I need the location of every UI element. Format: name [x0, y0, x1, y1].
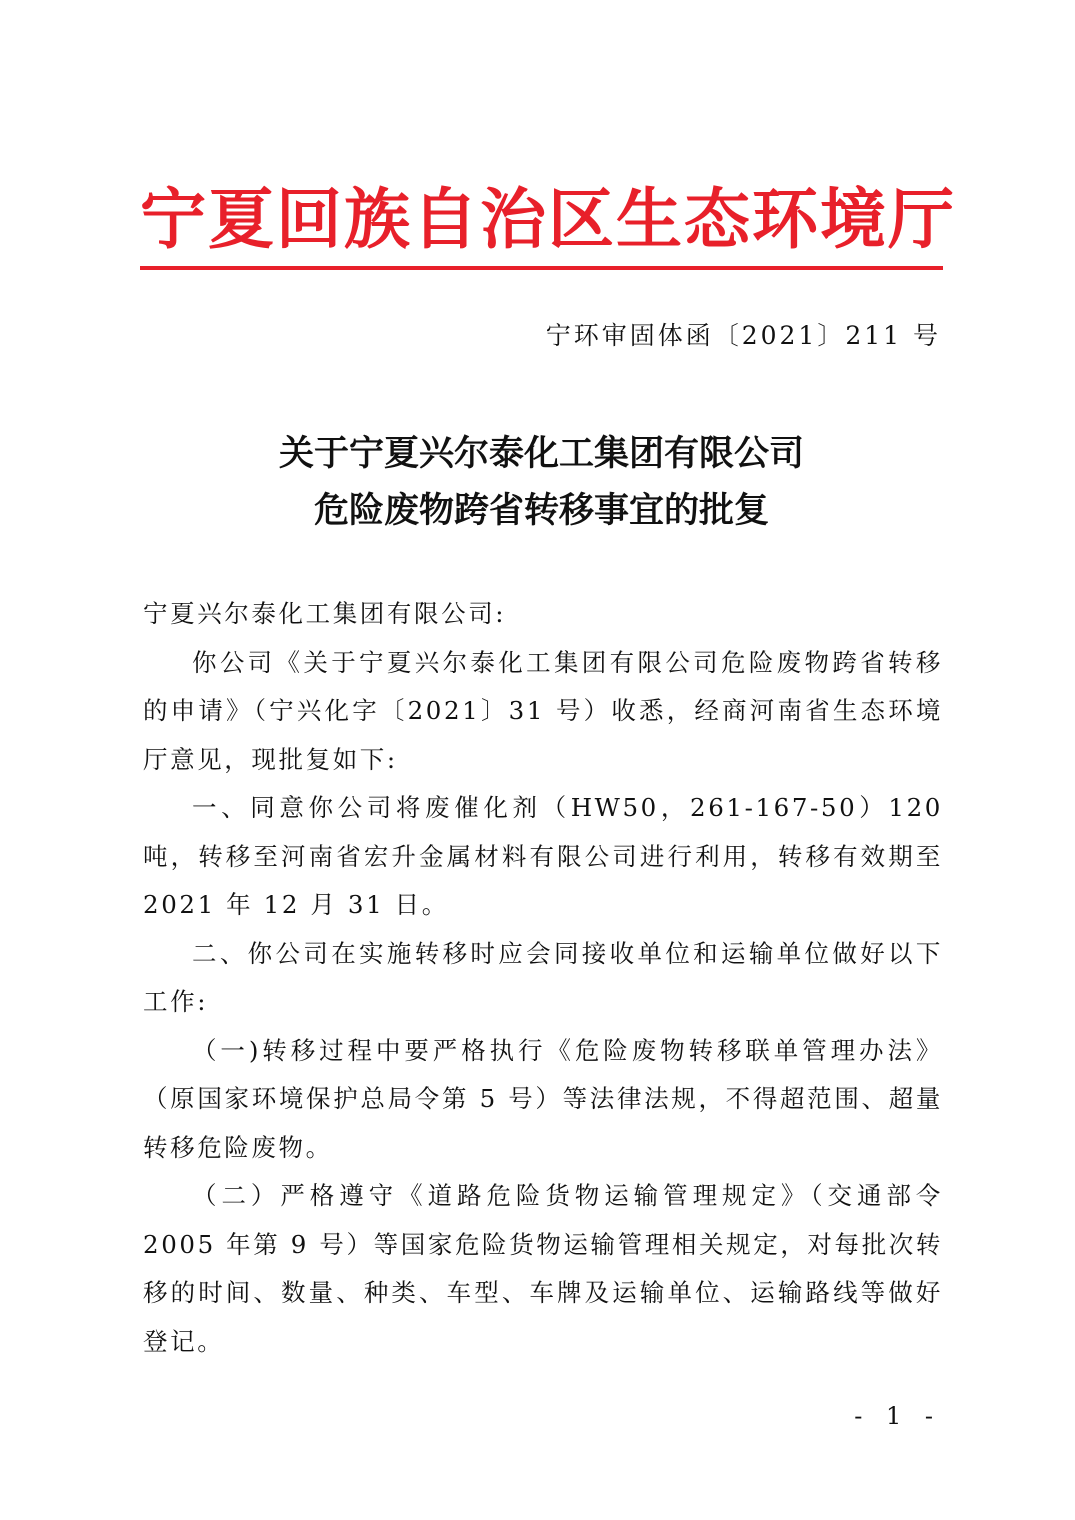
- document-number: 宁环审固体函〔2021〕211 号: [545, 321, 941, 350]
- document-title-line-2: 危险废物跨省转移事宜的批复: [313, 491, 769, 531]
- document-title: [140, 426, 943, 540]
- body-paragraph: （一)转移过程中要严格执行《危险废物转移联单管理办法》（原国家环境保护总局令第 5 号）等法律法规，不得超范围、超量转移危险废物。: [143, 1035, 943, 1162]
- document-title-line-1: 关于宁夏兴尔泰化工集团有限公司: [278, 434, 804, 474]
- body-paragraph: 二、你公司在实施转移时应会同接收单位和运输单位做好以下工作:: [143, 938, 943, 1016]
- document-body: [143, 590, 943, 1366]
- letterhead-organization: 宁夏回族自治区生态环境厅: [140, 181, 956, 258]
- letterhead-rule-line: [140, 266, 943, 270]
- body-paragraph: 一、同意你公司将废催化剂（HW50，261-167-50）120 吨，转移至河南省宏升金属材料有限公司进行利用，转移有效期至 2021 年 12 月 31 日。: [143, 793, 943, 919]
- body-paragraph: （二）严格遵守《道路危险货物运输管理规定》（交通部令 2005 年第 9 号）等国家危险货物运输管理相关规定，对每批次转移的时间、数量、种类、车型、车牌及运输单位、运输路线等做好登记。: [143, 1181, 943, 1356]
- letterhead-rule: [140, 266, 943, 270]
- page-number: - 1 -: [854, 1402, 941, 1430]
- salutation: 宁夏兴尔泰化工集团有限公司:: [143, 599, 507, 628]
- body-paragraph: 你公司《关于宁夏兴尔泰化工集团有限公司危险废物跨省转移的申请》（宁兴化字〔2021〕31 号）收悉，经商河南省生态环境厅意见，现批复如下:: [143, 647, 943, 774]
